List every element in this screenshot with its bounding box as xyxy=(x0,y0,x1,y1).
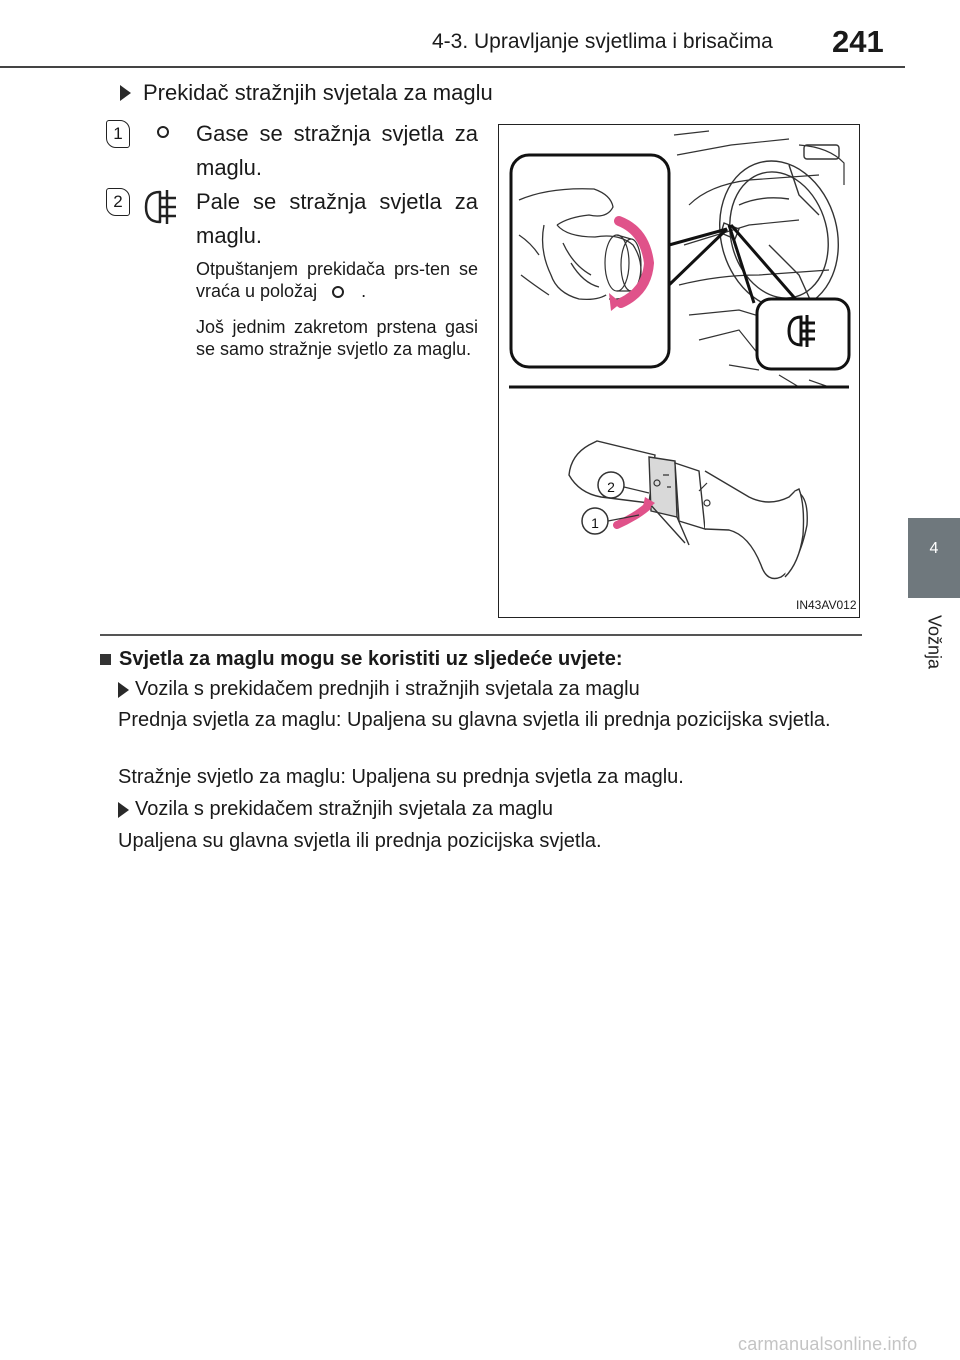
conditions-heading-text: Svjetla za maglu mogu se koristiti uz sljedeće uvjete: xyxy=(119,648,623,670)
steering-wheel-sketch xyxy=(704,145,855,322)
chapter-number: 4 xyxy=(929,540,939,557)
item-1-text: Gase se stražnja svjetla za maglu. xyxy=(196,121,478,180)
item-2-text: Pale se stražnja svjetla za maglu. xyxy=(196,189,478,248)
bullet-rear-only xyxy=(118,797,856,822)
zoom-box-symbol xyxy=(757,299,849,369)
note-turn-again: Još jednim zakretom prstena gasi se samo stražnje svjetlo za maglu. xyxy=(196,317,478,359)
rear-fog-condition: Stražnje svjetlo za maglu: Upaljena su prednja svjetla za maglu. xyxy=(118,766,684,788)
chapter-label: Vožnja xyxy=(924,614,945,670)
triangle-bullet-icon xyxy=(120,85,131,101)
section-divider xyxy=(100,634,862,636)
rear-only-condition: Upaljena su glavna svjetla ili prednja pozicijska svjetla. xyxy=(118,830,602,852)
bullet-rear-only-text: Vozila s prekidačem stražnjih svjetala za maglu xyxy=(135,798,553,820)
fog-off-icon xyxy=(156,125,170,139)
section-title: 4-3. Upravljanje svjetlima i brisačima xyxy=(432,30,773,53)
figure-code: IN43AV012 xyxy=(796,598,857,612)
fog-switch-illustration xyxy=(499,125,858,616)
note-release-text: Otpuštanjem prekidača prs-ten se vraća u položaj xyxy=(196,259,478,301)
fog-off-inline-icon xyxy=(331,285,345,299)
figure-frame xyxy=(498,124,860,618)
note-release-ring xyxy=(196,258,478,302)
lever-sketch xyxy=(569,441,807,579)
item-1-number: 1 xyxy=(106,120,130,148)
page-number: 241 xyxy=(832,24,884,59)
conditions-heading xyxy=(100,648,623,671)
front-fog-condition: Prednja svjetla za maglu: Upaljena su glavna svjetla ili prednja pozicijska svjetla. xyxy=(118,709,831,731)
chapter-tab xyxy=(908,518,960,598)
header-divider xyxy=(0,66,905,68)
figure-label-2: 2 xyxy=(607,479,615,495)
callout-pointers xyxy=(669,225,799,303)
note-release-end: . xyxy=(361,281,367,301)
figure-label-1: 1 xyxy=(591,515,599,531)
watermark: carmanualsonline.info xyxy=(738,1334,918,1354)
bullet-front-rear xyxy=(118,677,856,702)
item-2-number: 2 xyxy=(106,188,130,216)
triangle-bullet-icon xyxy=(118,802,129,818)
bullet-front-rear-text: Vozila s prekidačem prednjih i stražnjih svjetala za maglu xyxy=(135,678,640,700)
square-bullet-icon xyxy=(100,654,111,665)
rear-fog-icon xyxy=(142,188,182,226)
triangle-bullet-icon xyxy=(118,682,129,698)
rear-fog-switch-heading-text: Prekidač stražnjih svjetala za maglu xyxy=(143,80,493,105)
rear-fog-switch-heading xyxy=(120,80,493,106)
